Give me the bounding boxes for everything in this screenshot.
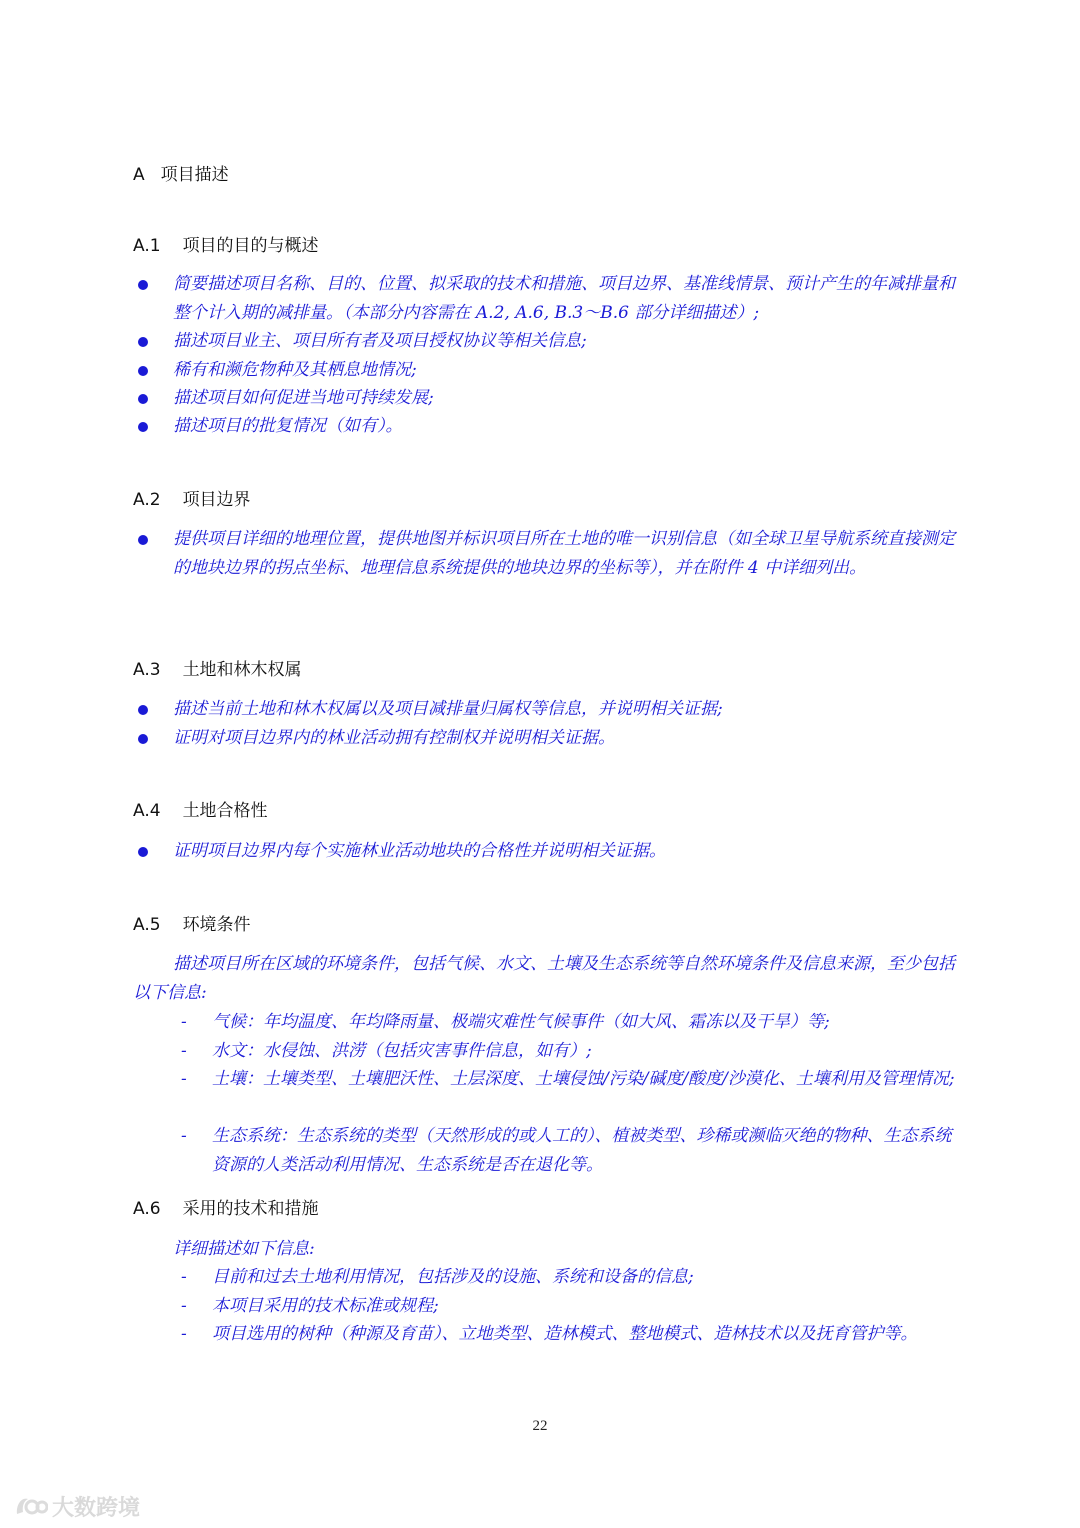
dash-marker: - <box>181 1296 187 1316</box>
list-item-text: 本项目采用的技术标准或规程; <box>212 1296 439 1316</box>
bullet-icon <box>138 705 148 715</box>
heading-title: 采用的技术和措施 <box>182 1199 319 1219</box>
heading-title: 环境条件 <box>182 915 251 935</box>
bullet-icon <box>138 280 148 290</box>
list-item-text: 描述当前土地和林木权属以及项目减排量归属权等信息，并说明相关证据; <box>173 699 723 719</box>
dash-marker: - <box>181 1069 187 1089</box>
heading-title: 项目边界 <box>182 490 251 510</box>
dash-marker: - <box>181 1126 187 1146</box>
bullet-icon <box>138 734 148 744</box>
heading-number: A.5 <box>133 915 161 935</box>
list-item-text: 气候：年均温度、年均降雨量、极端灾难性气候事件（如大风、霜冻以及干旱）等; <box>212 1012 830 1032</box>
dash-marker: - <box>181 1267 187 1287</box>
section-number: A <box>133 165 145 185</box>
heading-number: A.2 <box>133 490 161 510</box>
section-heading-a <box>133 160 229 185</box>
heading-a2 <box>133 485 251 510</box>
bullet-icon <box>138 366 148 376</box>
intro-paragraph: 描述项目所在区域的环境条件，包括气候、水文、土壤及生态系统等自然环境条件及信息来源，至少包括以下信息: <box>133 954 955 1003</box>
list-item-text: 土壤：土壤类型、土壤肥沃性、土层深度、土壤侵蚀/污染/碱度/酸度/沙漠化、土壤利用及管理情况; <box>212 1069 955 1089</box>
watermark <box>14 1493 140 1519</box>
list-item-text: 证明对项目边界内的林业活动拥有控制权并说明相关证据。 <box>173 728 615 748</box>
list-item-text: 项目选用的树种（种源及育苗）、立地类型、造林模式、整地模式、造林技术以及抚育管护等。 <box>212 1324 918 1344</box>
heading-title: 项目的目的与概述 <box>182 236 319 256</box>
intro-paragraph: 详细描述如下信息: <box>173 1239 315 1259</box>
heading-a3 <box>133 655 302 680</box>
section-title: 项目描述 <box>160 165 229 185</box>
bullet-icon <box>138 535 148 545</box>
list-item-text: 描述项目的批复情况（如有）。 <box>173 416 403 436</box>
heading-title: 土地和林木权属 <box>182 660 302 680</box>
list-item-text: 水文：水侵蚀、洪涝（包括灾害事件信息，如有）; <box>212 1041 592 1061</box>
heading-a1 <box>133 231 319 256</box>
page-number: 22 <box>532 1418 548 1434</box>
list-item-text: 描述项目如何促进当地可持续发展; <box>173 388 434 408</box>
list-item-text: 简要描述项目名称、目的、位置、拟采取的技术和措施、项目边界、基准线情景、预计产生的年减排量和整个计入期的减排量。（本部分内容需在 A.2, A.6, B.3～B.6 部分详细描述）; <box>173 274 955 323</box>
dash-marker: - <box>181 1041 187 1061</box>
heading-number: A.1 <box>133 236 161 256</box>
list-item-text: 生态系统：生态系统的类型（天然形成的或人工的）、植被类型、珍稀或濒临灭绝的物种、生态系统资源的人类活动利用情况、生态系统是否在退化等。 <box>212 1126 952 1175</box>
heading-number: A.4 <box>133 801 161 821</box>
heading-title: 土地合格性 <box>182 801 268 821</box>
list-item-text: 提供项目详细的地理位置，提供地图并标识项目所在土地的唯一识别信息（如全球卫星导航系统直接测定的地块边界的拐点坐标、地理信息系统提供的地块边界的坐标等），并在附件 4 中详细列出。 <box>173 529 955 578</box>
dash-marker: - <box>181 1012 187 1032</box>
bullet-icon <box>138 394 148 404</box>
heading-a4 <box>133 796 268 821</box>
heading-number: A.3 <box>133 660 161 680</box>
watermark-text: 大数跨境 <box>52 1495 141 1521</box>
heading-number: A.6 <box>133 1199 161 1219</box>
bullet-icon <box>138 337 148 347</box>
list-item-text: 描述项目业主、项目所有者及项目授权协议等相关信息; <box>173 331 587 351</box>
heading-a5 <box>133 910 251 935</box>
heading-a6 <box>133 1194 319 1219</box>
list-item-text: 稀有和濒危物种及其栖息地情况; <box>173 360 417 380</box>
bullet-icon <box>138 847 148 857</box>
watermark-logo-icon <box>14 1494 48 1518</box>
list-item-text: 证明项目边界内每个实施林业活动地块的合格性并说明相关证据。 <box>173 841 666 861</box>
list-item-text: 目前和过去土地利用情况，包括涉及的设施、系统和设备的信息; <box>212 1267 694 1287</box>
dash-marker: - <box>181 1324 187 1344</box>
bullet-icon <box>138 422 148 432</box>
